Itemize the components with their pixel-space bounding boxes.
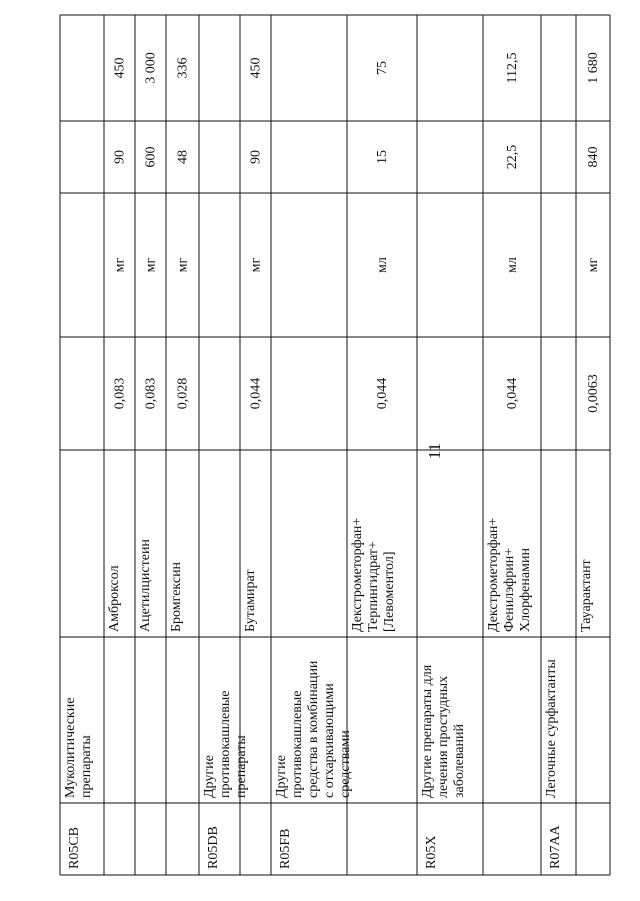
cell-code	[424, 836, 439, 869]
cell-line: препараты	[79, 735, 94, 798]
cell-line: 0,083	[112, 377, 128, 410]
cell-line: Другие	[274, 755, 289, 798]
cell-drug	[350, 518, 397, 632]
cell-line: 840	[586, 146, 601, 168]
cell-ddd	[505, 378, 520, 410]
cell-drug	[169, 561, 184, 632]
cell-group	[274, 660, 353, 798]
cell-line: мг	[586, 257, 601, 273]
cell-unit	[375, 257, 390, 273]
cell-total	[144, 52, 159, 84]
cell-line: 3 000	[143, 52, 159, 84]
cell-total	[586, 52, 601, 84]
cell-line: Декстрометорфан+	[350, 517, 365, 632]
cell-line: 1 680	[586, 52, 601, 84]
cell-line: Фенилэфрин+	[502, 547, 517, 632]
cell-ddd	[144, 378, 159, 410]
cell-line: Ацетилцистеин	[138, 539, 153, 632]
cell-line: 336	[175, 57, 191, 79]
cell-group	[544, 659, 559, 798]
cell-line: 0,0063	[586, 374, 601, 413]
cell-line: Декстрометорфан+	[486, 517, 501, 632]
cell-line: R07AA	[548, 825, 563, 869]
cell-code	[548, 825, 563, 869]
cell-line: средствами	[338, 730, 353, 798]
cell-line: R05X	[424, 835, 439, 869]
cell-line: 48	[175, 150, 191, 164]
cell-code	[67, 827, 82, 869]
cell-group	[420, 664, 467, 798]
cell-group	[202, 691, 249, 798]
cell-line: Амброксол	[107, 565, 122, 632]
cell-line: заболеваний	[452, 724, 467, 798]
cell-ddd	[176, 378, 191, 410]
cell-drug	[138, 539, 153, 632]
cell-unit	[505, 257, 520, 273]
cell-line: 22,5	[505, 144, 520, 170]
cell-unit	[586, 257, 601, 272]
cell-line: 0,044	[505, 377, 520, 410]
cell-unit	[176, 257, 191, 272]
cell-line: мг	[175, 257, 191, 273]
cell-line: 0,028	[175, 377, 191, 410]
cell-line: Легочные сурфактанты	[544, 659, 559, 798]
cell-line: Бромгексин	[169, 561, 184, 632]
drug-table	[60, 15, 610, 875]
cell-qty	[176, 150, 191, 164]
cell-unit	[249, 257, 264, 272]
cell-line: Терпингидрат+	[366, 541, 381, 632]
cell-line: 75	[375, 61, 390, 75]
cell-line: 0,044	[375, 377, 390, 410]
cell-line: 450	[248, 57, 264, 79]
cell-line: 450	[112, 57, 128, 79]
cell-qty	[249, 150, 264, 164]
cell-line: Другие препараты для	[420, 664, 435, 798]
cell-drug	[243, 569, 258, 632]
cell-line: с отхаркивающими	[322, 683, 337, 798]
cell-line: 600	[143, 146, 159, 168]
cell-qty	[375, 150, 390, 164]
cell-line: мг	[112, 257, 128, 273]
cell-line: 15	[375, 150, 390, 164]
cell-line: Тауарактант	[579, 559, 594, 632]
cell-line: Бутамират	[243, 569, 258, 632]
cell-line: мл	[505, 257, 520, 273]
cell-drug	[579, 559, 594, 632]
cell-line: R05FB	[278, 828, 293, 869]
cell-line: 90	[112, 150, 128, 164]
cell-line: R05CB	[67, 826, 82, 869]
cell-unit	[144, 257, 159, 272]
cell-code	[278, 829, 293, 869]
cell-line: лечения простудных	[436, 675, 451, 798]
cell-line: 0,044	[248, 377, 264, 410]
cell-code	[206, 826, 221, 869]
cell-line: 90	[248, 150, 264, 164]
cell-ddd	[249, 378, 264, 410]
drug-table-svg	[60, 15, 610, 875]
cell-line: 0,083	[143, 377, 159, 410]
cell-line: противокашлевые	[290, 690, 305, 798]
cell-qty	[505, 145, 520, 170]
cell-total	[249, 58, 264, 79]
cell-line: [Левоментол]	[382, 551, 397, 632]
cell-line: мл	[375, 257, 390, 273]
cell-line: Другие	[202, 755, 217, 798]
cell-line: Хлорфенамин	[518, 548, 533, 632]
table-cells	[63, 52, 601, 869]
cell-total	[176, 58, 191, 79]
cell-ddd	[113, 378, 128, 410]
cell-drug	[107, 565, 122, 632]
cell-unit	[113, 257, 128, 272]
cell-group	[63, 698, 94, 798]
cell-line: средства в комбинации	[306, 660, 321, 798]
cell-qty	[113, 150, 128, 164]
cell-qty	[144, 147, 159, 168]
page-number: 11	[425, 442, 444, 460]
cell-total	[375, 61, 390, 75]
cell-ddd	[375, 378, 390, 410]
cell-total	[505, 53, 520, 84]
cell-line: Муколитические	[63, 697, 78, 798]
cell-line: противокашлевые	[218, 690, 233, 798]
cell-ddd	[586, 374, 601, 413]
cell-line: мг	[143, 257, 159, 273]
cell-line: препараты	[234, 735, 249, 798]
cell-line: R05DB	[206, 826, 221, 869]
cell-drug	[486, 518, 533, 632]
cell-qty	[586, 147, 601, 168]
cell-line: 112,5	[505, 52, 520, 84]
cell-total	[113, 58, 128, 79]
cell-line: мг	[248, 257, 264, 273]
